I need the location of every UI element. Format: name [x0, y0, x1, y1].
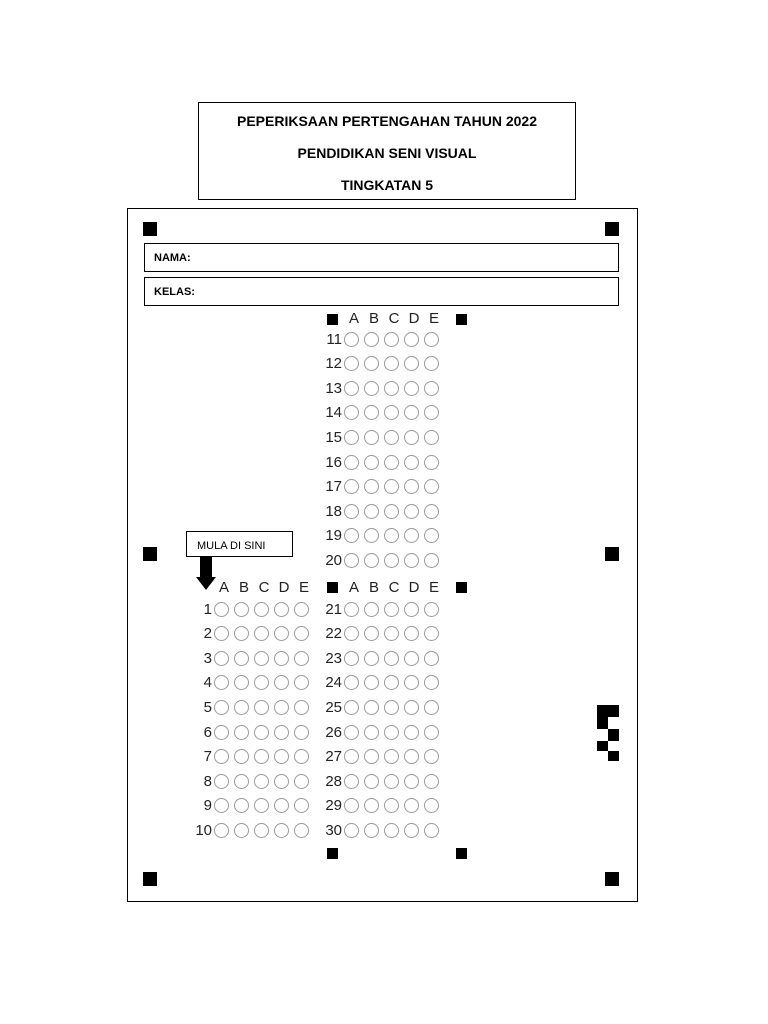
question-row: [316, 525, 444, 547]
question-row: [316, 451, 444, 473]
question-number: 28: [325, 772, 342, 790]
answer-bubble-b[interactable]: [234, 749, 249, 764]
registration-mark: [143, 872, 157, 886]
answer-bubble-a[interactable]: [344, 749, 359, 764]
question-row: [186, 819, 314, 841]
question-number: 12: [325, 355, 342, 373]
answer-bubble-a[interactable]: [344, 430, 359, 445]
answer-bubble-a[interactable]: [344, 405, 359, 420]
registration-mark: [605, 222, 619, 236]
question-number: 13: [325, 379, 342, 397]
answer-bubble-a[interactable]: [344, 381, 359, 396]
question-row: [316, 696, 444, 718]
answer-bubble-a[interactable]: [344, 602, 359, 617]
answer-bubble-e[interactable]: [424, 332, 439, 347]
answer-bubble-e[interactable]: [294, 749, 309, 764]
start-arrow-head-icon: [196, 577, 216, 590]
timing-mark: [597, 705, 619, 717]
answer-bubble-d[interactable]: [404, 749, 419, 764]
question-row: [316, 623, 444, 645]
question-row: [316, 672, 444, 694]
question-number: 10: [195, 821, 212, 839]
question-number: 16: [325, 453, 342, 471]
answer-bubble-b[interactable]: [234, 823, 249, 838]
answer-bubble-a[interactable]: [214, 626, 229, 641]
answer-bubble-d[interactable]: [404, 381, 419, 396]
answer-bubble-a[interactable]: [344, 479, 359, 494]
answer-bubble-c[interactable]: [384, 455, 399, 470]
question-number: 7: [203, 748, 212, 766]
question-number: 17: [325, 478, 342, 496]
answer-bubble-e[interactable]: [424, 455, 439, 470]
answer-bubble-b[interactable]: [364, 332, 379, 347]
option-letter: B: [238, 579, 249, 596]
answer-bubble-b[interactable]: [234, 725, 249, 740]
answer-bubble-c[interactable]: [254, 749, 269, 764]
answer-bubble-e[interactable]: [424, 479, 439, 494]
answer-bubble-b[interactable]: [234, 651, 249, 666]
answer-bubble-a[interactable]: [344, 700, 359, 715]
exam-title-box: [198, 102, 576, 200]
answer-bubble-b[interactable]: [234, 700, 249, 715]
question-row: [186, 795, 314, 817]
question-row: [316, 426, 444, 448]
answer-bubble-d[interactable]: [404, 774, 419, 789]
answer-bubble-e[interactable]: [424, 774, 439, 789]
answer-bubble-e[interactable]: [424, 553, 439, 568]
answer-bubble-e[interactable]: [294, 651, 309, 666]
answer-bubble-d[interactable]: [274, 675, 289, 690]
answer-bubble-e[interactable]: [424, 356, 439, 371]
answer-bubble-c[interactable]: [384, 675, 399, 690]
question-number: 30: [325, 821, 342, 839]
answer-bubble-c[interactable]: [384, 405, 399, 420]
question-number: 25: [325, 698, 342, 716]
question-number: 9: [203, 797, 212, 815]
answer-bubble-a[interactable]: [344, 626, 359, 641]
question-row: [186, 598, 314, 620]
option-letter: D: [408, 310, 420, 327]
answer-bubble-e[interactable]: [294, 675, 309, 690]
column-alignment-mark: [456, 848, 467, 859]
answer-bubble-c[interactable]: [254, 725, 269, 740]
answer-bubble-a[interactable]: [344, 553, 359, 568]
question-row: [316, 377, 444, 399]
answer-bubble-c[interactable]: [384, 504, 399, 519]
answer-bubble-e[interactable]: [424, 700, 439, 715]
answer-bubble-d[interactable]: [404, 332, 419, 347]
answer-bubble-e[interactable]: [294, 626, 309, 641]
answer-bubble-b[interactable]: [364, 626, 379, 641]
answer-bubble-b[interactable]: [234, 774, 249, 789]
answer-bubble-d[interactable]: [404, 651, 419, 666]
answer-bubble-c[interactable]: [384, 774, 399, 789]
question-row: [186, 770, 314, 792]
answer-bubble-d[interactable]: [404, 553, 419, 568]
answer-bubble-b[interactable]: [364, 504, 379, 519]
option-letter: E: [298, 579, 309, 596]
exam-title: PEPERIKSAAN PERTENGAHAN TAHUN 2022: [236, 113, 537, 129]
answer-bubble-c[interactable]: [384, 725, 399, 740]
answer-bubble-b[interactable]: [364, 405, 379, 420]
answer-bubble-e[interactable]: [424, 725, 439, 740]
option-header: [344, 310, 444, 327]
question-row: [316, 795, 444, 817]
answer-bubble-c[interactable]: [384, 381, 399, 396]
question-number: 22: [325, 625, 342, 643]
timing-mark: [597, 741, 608, 751]
option-letter: A: [218, 579, 229, 596]
answer-bubble-e[interactable]: [424, 381, 439, 396]
answer-bubble-a[interactable]: [344, 675, 359, 690]
answer-bubble-e[interactable]: [424, 651, 439, 666]
name-field[interactable]: [144, 243, 619, 272]
registration-mark: [605, 547, 619, 561]
answer-bubble-a[interactable]: [214, 823, 229, 838]
answer-bubble-b[interactable]: [364, 553, 379, 568]
answer-bubble-c[interactable]: [384, 430, 399, 445]
option-letter: E: [428, 579, 439, 596]
answer-bubble-c[interactable]: [254, 823, 269, 838]
question-number: 5: [203, 698, 212, 716]
answer-bubble-d[interactable]: [404, 675, 419, 690]
answer-bubble-d[interactable]: [404, 798, 419, 813]
timing-mark: [608, 751, 619, 761]
answer-bubble-c[interactable]: [384, 356, 399, 371]
registration-mark: [143, 547, 157, 561]
answer-bubble-b[interactable]: [234, 602, 249, 617]
question-number: 29: [325, 797, 342, 815]
question-row: [316, 746, 444, 768]
question-row: [316, 721, 444, 743]
answer-bubble-b[interactable]: [364, 651, 379, 666]
question-number: 19: [325, 527, 342, 545]
question-row: [316, 647, 444, 669]
question-row: [186, 672, 314, 694]
answer-bubble-d[interactable]: [274, 602, 289, 617]
answer-bubble-d[interactable]: [274, 823, 289, 838]
answer-bubble-e[interactable]: [424, 675, 439, 690]
answer-bubble-e[interactable]: [424, 798, 439, 813]
answer-bubble-e[interactable]: [424, 430, 439, 445]
question-number: 23: [325, 649, 342, 667]
question-row: [186, 623, 314, 645]
timing-mark: [608, 729, 619, 741]
column-alignment-mark: [327, 582, 338, 593]
answer-bubble-e[interactable]: [294, 774, 309, 789]
option-header: [214, 579, 314, 596]
option-letter: B: [368, 310, 379, 327]
answer-bubble-e[interactable]: [294, 602, 309, 617]
question-number: 24: [325, 674, 342, 692]
answer-bubble-e[interactable]: [424, 504, 439, 519]
answer-bubble-d[interactable]: [404, 700, 419, 715]
answer-bubble-b[interactable]: [364, 749, 379, 764]
question-row: [316, 598, 444, 620]
answer-bubble-a[interactable]: [344, 356, 359, 371]
answer-bubble-d[interactable]: [274, 725, 289, 740]
answer-bubble-d[interactable]: [404, 479, 419, 494]
column-alignment-mark: [327, 314, 338, 325]
answer-bubble-e[interactable]: [424, 602, 439, 617]
option-letter: A: [348, 310, 359, 327]
answer-bubble-d[interactable]: [404, 602, 419, 617]
answer-bubble-a[interactable]: [344, 504, 359, 519]
answer-bubble-e[interactable]: [424, 626, 439, 641]
question-number: 11: [326, 330, 342, 348]
answer-bubble-a[interactable]: [344, 798, 359, 813]
answer-bubble-a[interactable]: [214, 602, 229, 617]
answer-bubble-e[interactable]: [294, 725, 309, 740]
answer-bubble-a[interactable]: [344, 455, 359, 470]
start-arrow-icon: [200, 557, 212, 577]
class-field[interactable]: [144, 277, 619, 306]
question-row: [186, 647, 314, 669]
answer-bubble-e[interactable]: [424, 823, 439, 838]
answer-bubble-c[interactable]: [254, 798, 269, 813]
answer-bubble-d[interactable]: [274, 700, 289, 715]
question-number: 26: [325, 723, 342, 741]
answer-bubble-d[interactable]: [274, 626, 289, 641]
answer-bubble-e[interactable]: [294, 700, 309, 715]
question-row: [316, 476, 444, 498]
answer-bubble-b[interactable]: [364, 700, 379, 715]
option-letter: A: [348, 579, 359, 596]
answer-bubble-d[interactable]: [404, 356, 419, 371]
question-row: [316, 353, 444, 375]
question-number: 8: [203, 772, 212, 790]
answer-bubble-a[interactable]: [214, 725, 229, 740]
registration-mark: [605, 872, 619, 886]
answer-bubble-a[interactable]: [214, 675, 229, 690]
question-row: [316, 770, 444, 792]
column-alignment-mark: [327, 848, 338, 859]
answer-bubble-d[interactable]: [404, 725, 419, 740]
class-label: KELAS:: [154, 286, 195, 298]
answer-bubble-d[interactable]: [404, 405, 419, 420]
question-number: 4: [203, 674, 212, 692]
answer-bubble-c[interactable]: [254, 626, 269, 641]
answer-bubble-b[interactable]: [364, 430, 379, 445]
answer-bubble-e[interactable]: [294, 823, 309, 838]
answer-bubble-d[interactable]: [274, 749, 289, 764]
answer-bubble-b[interactable]: [364, 455, 379, 470]
question-row: [186, 721, 314, 743]
answer-bubble-c[interactable]: [254, 774, 269, 789]
option-letter: C: [258, 579, 270, 596]
option-letter: E: [428, 310, 439, 327]
answer-bubble-d[interactable]: [274, 798, 289, 813]
answer-bubble-d[interactable]: [404, 430, 419, 445]
question-number: 27: [325, 748, 342, 766]
name-label: NAMA:: [154, 252, 191, 264]
answer-bubble-c[interactable]: [254, 700, 269, 715]
question-row: [186, 696, 314, 718]
answer-bubble-c[interactable]: [384, 626, 399, 641]
answer-bubble-e[interactable]: [294, 798, 309, 813]
answer-bubble-c[interactable]: [254, 675, 269, 690]
timing-mark: [597, 717, 608, 729]
option-letter: D: [408, 579, 420, 596]
option-letter: C: [388, 310, 400, 327]
question-number: 15: [325, 428, 342, 446]
answer-bubble-a[interactable]: [344, 528, 359, 543]
start-here-box: MULA DI SINI: [186, 531, 293, 557]
registration-mark: [143, 222, 157, 236]
answer-bubble-b[interactable]: [364, 823, 379, 838]
answer-bubble-a[interactable]: [214, 749, 229, 764]
answer-bubble-c[interactable]: [384, 651, 399, 666]
question-number: 14: [325, 404, 342, 422]
answer-bubble-c[interactable]: [254, 602, 269, 617]
answer-bubble-d[interactable]: [404, 528, 419, 543]
answer-bubble-b[interactable]: [234, 675, 249, 690]
question-number: 18: [325, 502, 342, 520]
answer-bubble-d[interactable]: [274, 774, 289, 789]
answer-bubble-c[interactable]: [384, 798, 399, 813]
subject-title: PENDIDIKAN SENI VISUAL: [297, 145, 477, 161]
answer-bubble-d[interactable]: [274, 651, 289, 666]
column-alignment-mark: [456, 582, 467, 593]
answer-bubble-b[interactable]: [364, 381, 379, 396]
answer-bubble-a[interactable]: [214, 798, 229, 813]
answer-bubble-a[interactable]: [344, 774, 359, 789]
answer-bubble-b[interactable]: [234, 798, 249, 813]
answer-bubble-c[interactable]: [384, 528, 399, 543]
answer-bubble-c[interactable]: [384, 700, 399, 715]
answer-bubble-c[interactable]: [384, 602, 399, 617]
answer-bubble-d[interactable]: [404, 455, 419, 470]
option-header: [344, 579, 444, 596]
answer-bubble-b[interactable]: [364, 774, 379, 789]
option-letter: C: [388, 579, 400, 596]
option-letter: D: [278, 579, 290, 596]
question-number: 2: [203, 625, 212, 643]
answer-bubble-e[interactable]: [424, 528, 439, 543]
question-row: [316, 819, 444, 841]
question-number: 3: [203, 649, 212, 667]
form-level: TINGKATAN 5: [340, 177, 434, 193]
answer-bubble-b[interactable]: [364, 675, 379, 690]
question-number: 21: [325, 600, 342, 618]
question-row: [316, 549, 444, 571]
answer-bubble-c[interactable]: [384, 749, 399, 764]
option-letter: B: [368, 579, 379, 596]
answer-bubble-c[interactable]: [384, 479, 399, 494]
question-row: [186, 746, 314, 768]
answer-bubble-a[interactable]: [214, 651, 229, 666]
answer-bubble-c[interactable]: [384, 332, 399, 347]
answer-bubble-a[interactable]: [344, 332, 359, 347]
question-number: 20: [325, 551, 342, 569]
answer-bubble-b[interactable]: [364, 602, 379, 617]
question-row: [316, 328, 444, 350]
answer-bubble-a[interactable]: [344, 725, 359, 740]
answer-bubble-a[interactable]: [344, 651, 359, 666]
question-row: [316, 402, 444, 424]
question-row: [316, 500, 444, 522]
answer-bubble-d[interactable]: [404, 823, 419, 838]
answer-bubble-b[interactable]: [364, 725, 379, 740]
answer-bubble-b[interactable]: [364, 479, 379, 494]
answer-bubble-b[interactable]: [364, 798, 379, 813]
question-number: 6: [203, 723, 212, 741]
answer-bubble-b[interactable]: [364, 356, 379, 371]
answer-bubble-d[interactable]: [404, 504, 419, 519]
column-alignment-mark: [456, 314, 467, 325]
answer-bubble-a[interactable]: [214, 700, 229, 715]
answer-bubble-a[interactable]: [344, 823, 359, 838]
answer-bubble-c[interactable]: [254, 651, 269, 666]
answer-bubble-b[interactable]: [364, 528, 379, 543]
question-number: 1: [203, 600, 212, 618]
answer-bubble-c[interactable]: [384, 823, 399, 838]
answer-bubble-e[interactable]: [424, 749, 439, 764]
answer-bubble-d[interactable]: [404, 626, 419, 641]
answer-bubble-e[interactable]: [424, 405, 439, 420]
answer-bubble-b[interactable]: [234, 626, 249, 641]
answer-bubble-c[interactable]: [384, 553, 399, 568]
answer-bubble-a[interactable]: [214, 774, 229, 789]
